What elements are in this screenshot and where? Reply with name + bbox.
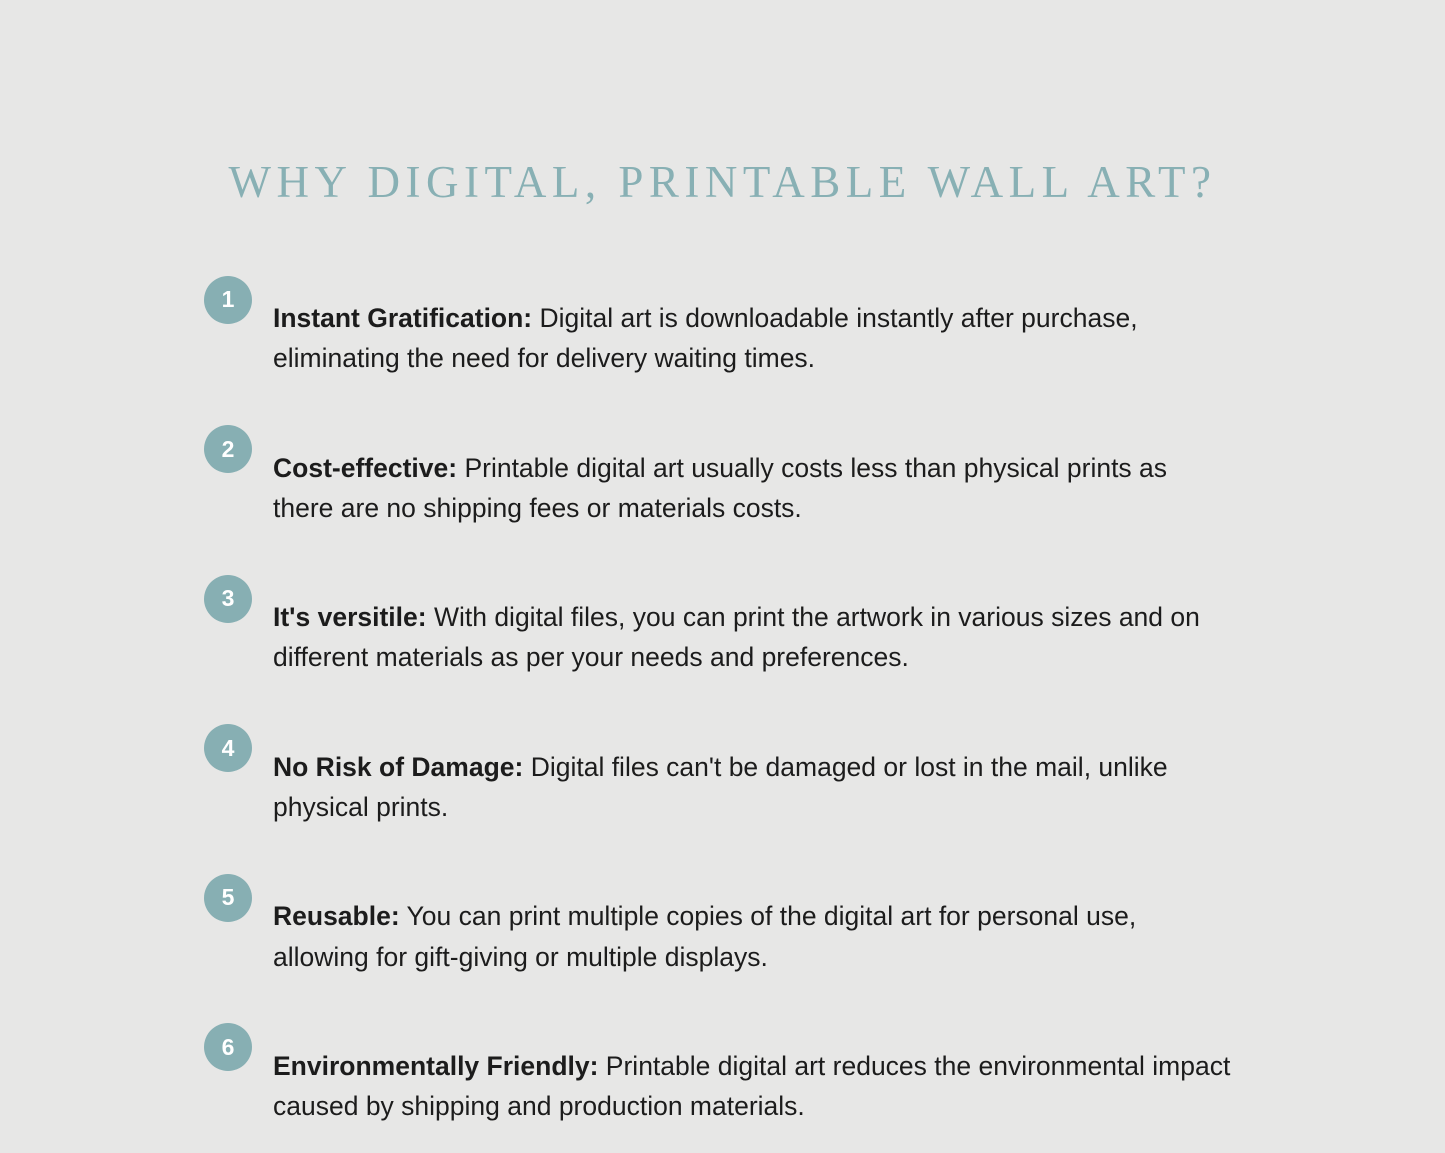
list-item-lead: Reusable: xyxy=(273,901,400,932)
benefits-list xyxy=(204,272,1244,1153)
list-item-lead: It's versitile: xyxy=(273,602,427,633)
list-item-text xyxy=(273,597,1233,678)
list-item xyxy=(204,421,1244,555)
list-item-number-badge: 3 xyxy=(204,575,252,623)
list-item xyxy=(204,272,1244,406)
list-item-body: Printable digital art usually costs less than physical prints as there are no shipping fees or materials costs. xyxy=(273,452,1168,523)
list-item-body: With digital files, you can print the artwork in various sizes and on different materials as per your needs and preferences. xyxy=(273,602,1200,673)
list-item-lead: No Risk of Damage: xyxy=(273,751,524,782)
list-item xyxy=(204,1019,1244,1153)
list-item xyxy=(204,870,1244,1004)
list-item-body: Digital files can't be damaged or lost in the mail, unlike physical prints. xyxy=(273,751,1168,822)
list-item-text xyxy=(273,448,1233,529)
list-item-text xyxy=(273,1046,1233,1127)
list-item-body: Printable digital art reduces the environmental impact caused by shipping and production materials. xyxy=(273,1050,1231,1122)
list-item-lead: Cost-effective: xyxy=(273,452,458,483)
list-item-text xyxy=(273,896,1233,977)
list-item xyxy=(204,720,1244,854)
list-item-number-badge: 1 xyxy=(204,276,252,324)
list-item-number-badge: 4 xyxy=(204,724,252,772)
list-item xyxy=(204,571,1244,705)
list-item-number-badge: 6 xyxy=(204,1023,252,1071)
list-item-body: Digital art is downloadable instantly after purchase, eliminating the need for delivery waiting times. xyxy=(273,303,1138,374)
list-item-number-badge: 5 xyxy=(204,874,252,922)
list-item-text xyxy=(273,747,1233,828)
list-item-number-badge: 2 xyxy=(204,425,252,473)
page-canvas xyxy=(0,30,1445,1122)
list-item-lead: Instant Gratification: xyxy=(273,303,533,334)
list-item-text xyxy=(273,298,1233,379)
page-title: WHY DIGITAL, PRINTABLE WALL ART? xyxy=(228,157,1217,208)
list-item-body: You can print multiple copies of the digital art for personal use, allowing for gift-giving or multiple displays. xyxy=(273,901,1137,972)
list-item-lead: Environmentally Friendly: xyxy=(273,1050,599,1081)
